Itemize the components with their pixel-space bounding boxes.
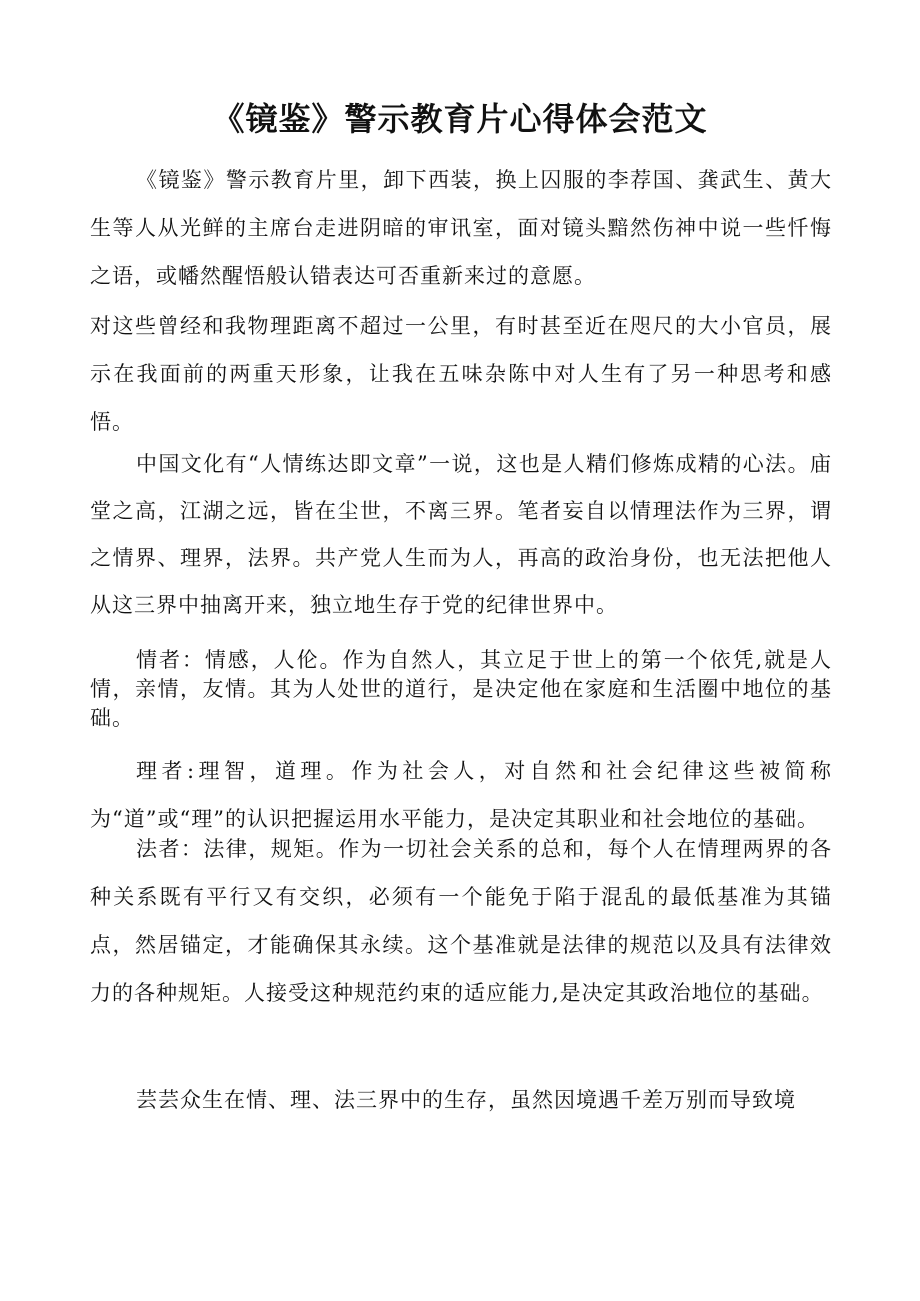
document-title: 《镜鉴》警示教育片心得体会范文 — [212, 100, 708, 138]
paragraph-2: 对这些曾经和我物理距离不超过一公里，有时甚至近在咫尺的大小官员，展示在我面前的两重天形象，让我在五味杂陈中对人生有了另一种思考和感悟。 — [90, 314, 832, 434]
paragraph-5: 理者:理智，道理。作为社会人，对自然和社会纪律这些被简称为“道”或“理”的认识把握运用水平能力，是决定其职业和社会地位的基础。 — [90, 759, 832, 831]
paragraph-3: 中国文化有“人情练达即文章”一说，这也是人精们修炼成精的心法。庙堂之高，江湖之远，皆在尘世，不离三界。笔者妄自以情理法作为三界，谓之情界、理界，法界。共产党人生而为人，再高的政治身份，也无法把他人从这三界中抽离开来，独立地生存于党的纪律世界中。 — [90, 452, 832, 617]
paragraph-4: 情者：情感，人伦。作为自然人，其立足于世上的第一个依凭,就是人情，亲情，友情。其为人处世的道行，是决定他在家庭和生活圈中地位的基础。 — [90, 648, 832, 730]
paragraph-7: 芸芸众生在情、理、法三界中的生存，虽然因境遇千差万别而导致境 — [136, 1088, 796, 1112]
paragraph-1: 《镜鉴》警示教育片里，卸下西装，换上囚服的李荐国、龚武生、黄大生等人从光鲜的主席台走进阴暗的审讯室，面对镜头黯然伤神中说一些忏悔之语，或幡然醒悟般认错表达可否重新来过的意愿。 — [90, 168, 832, 288]
paragraph-6: 法者：法律，规矩。作为一切社会关系的总和，每个人在情理两界的各种关系既有平行又有交织，必须有一个能免于陷于混乱的最低基准为其锚点，然居锚定，才能确保其永续。这个基准就是法律的规范以及具有法律效力的各种规矩。人接受这种规范约束的适应能力,是决定其政治地位的基础。 — [90, 837, 832, 1005]
